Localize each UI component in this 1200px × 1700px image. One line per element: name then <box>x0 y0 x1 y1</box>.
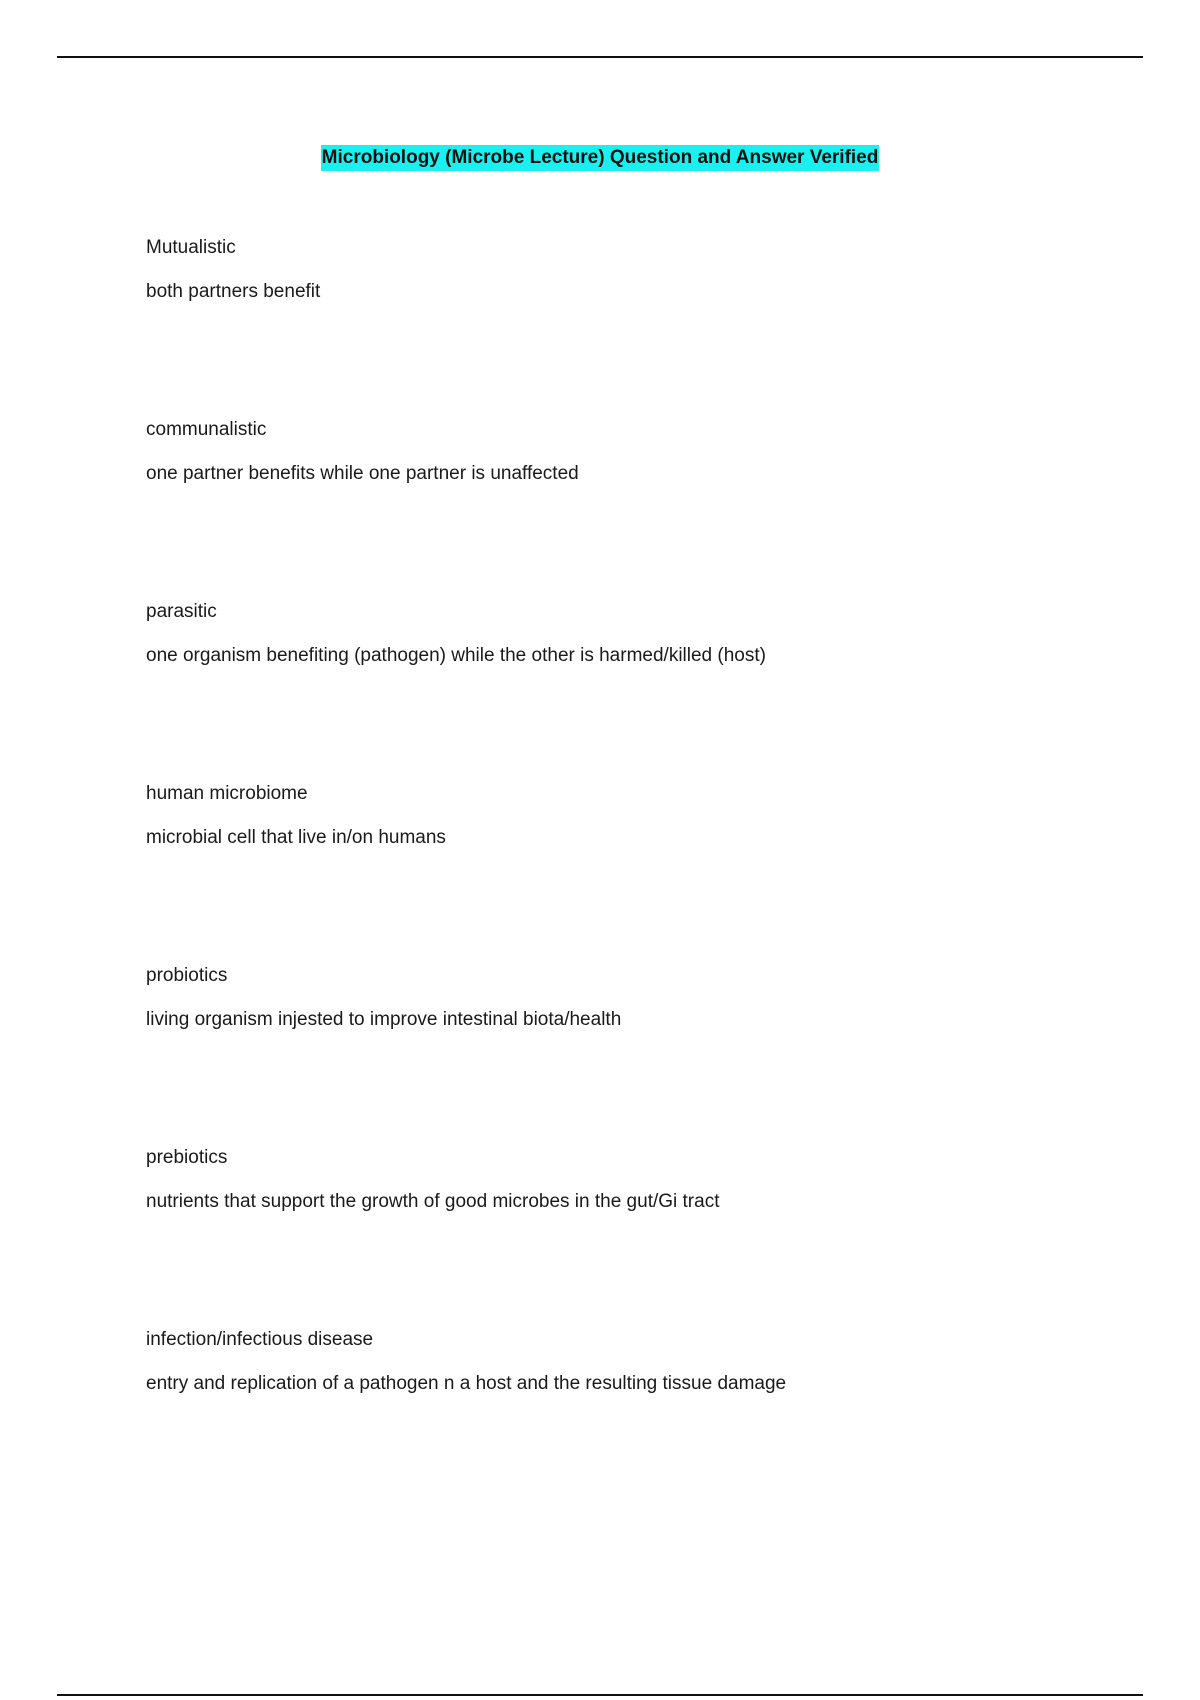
answer-definition: nutrients that support the growth of good microbes in the gut/Gi tract <box>146 1191 720 1212</box>
title-container <box>0 145 1200 171</box>
answer-definition: one partner benefits while one partner is unaffected <box>146 463 579 484</box>
question-term: parasitic <box>146 601 217 622</box>
qa-list <box>146 236 1106 1510</box>
question-term: prebiotics <box>146 1147 228 1168</box>
answer-definition: microbial cell that live in/on humans <box>146 827 446 848</box>
qa-item <box>146 418 1106 600</box>
answer-definition: living organism injested to improve intestinal biota/health <box>146 1009 622 1030</box>
question-term: communalistic <box>146 419 267 440</box>
question-term: Mutualistic <box>146 237 236 258</box>
question-term: infection/infectious disease <box>146 1329 374 1350</box>
answer-definition: entry and replication of a pathogen n a host and the resulting tissue damage <box>146 1373 787 1394</box>
qa-item <box>146 782 1106 964</box>
qa-item <box>146 964 1106 1146</box>
answer-definition: both partners benefit <box>146 281 321 302</box>
header-rule <box>57 56 1143 58</box>
qa-item <box>146 1146 1106 1328</box>
footer-rule <box>57 1694 1143 1696</box>
question-term: human microbiome <box>146 783 308 804</box>
answer-definition: one organism benefiting (pathogen) while the other is harmed/killed (host) <box>146 645 766 666</box>
qa-item <box>146 1328 1106 1510</box>
qa-item <box>146 600 1106 782</box>
qa-item <box>146 236 1106 418</box>
question-term: probiotics <box>146 965 228 986</box>
document-title: Microbiology (Microbe Lecture) Question and Answer Verified <box>321 145 880 171</box>
